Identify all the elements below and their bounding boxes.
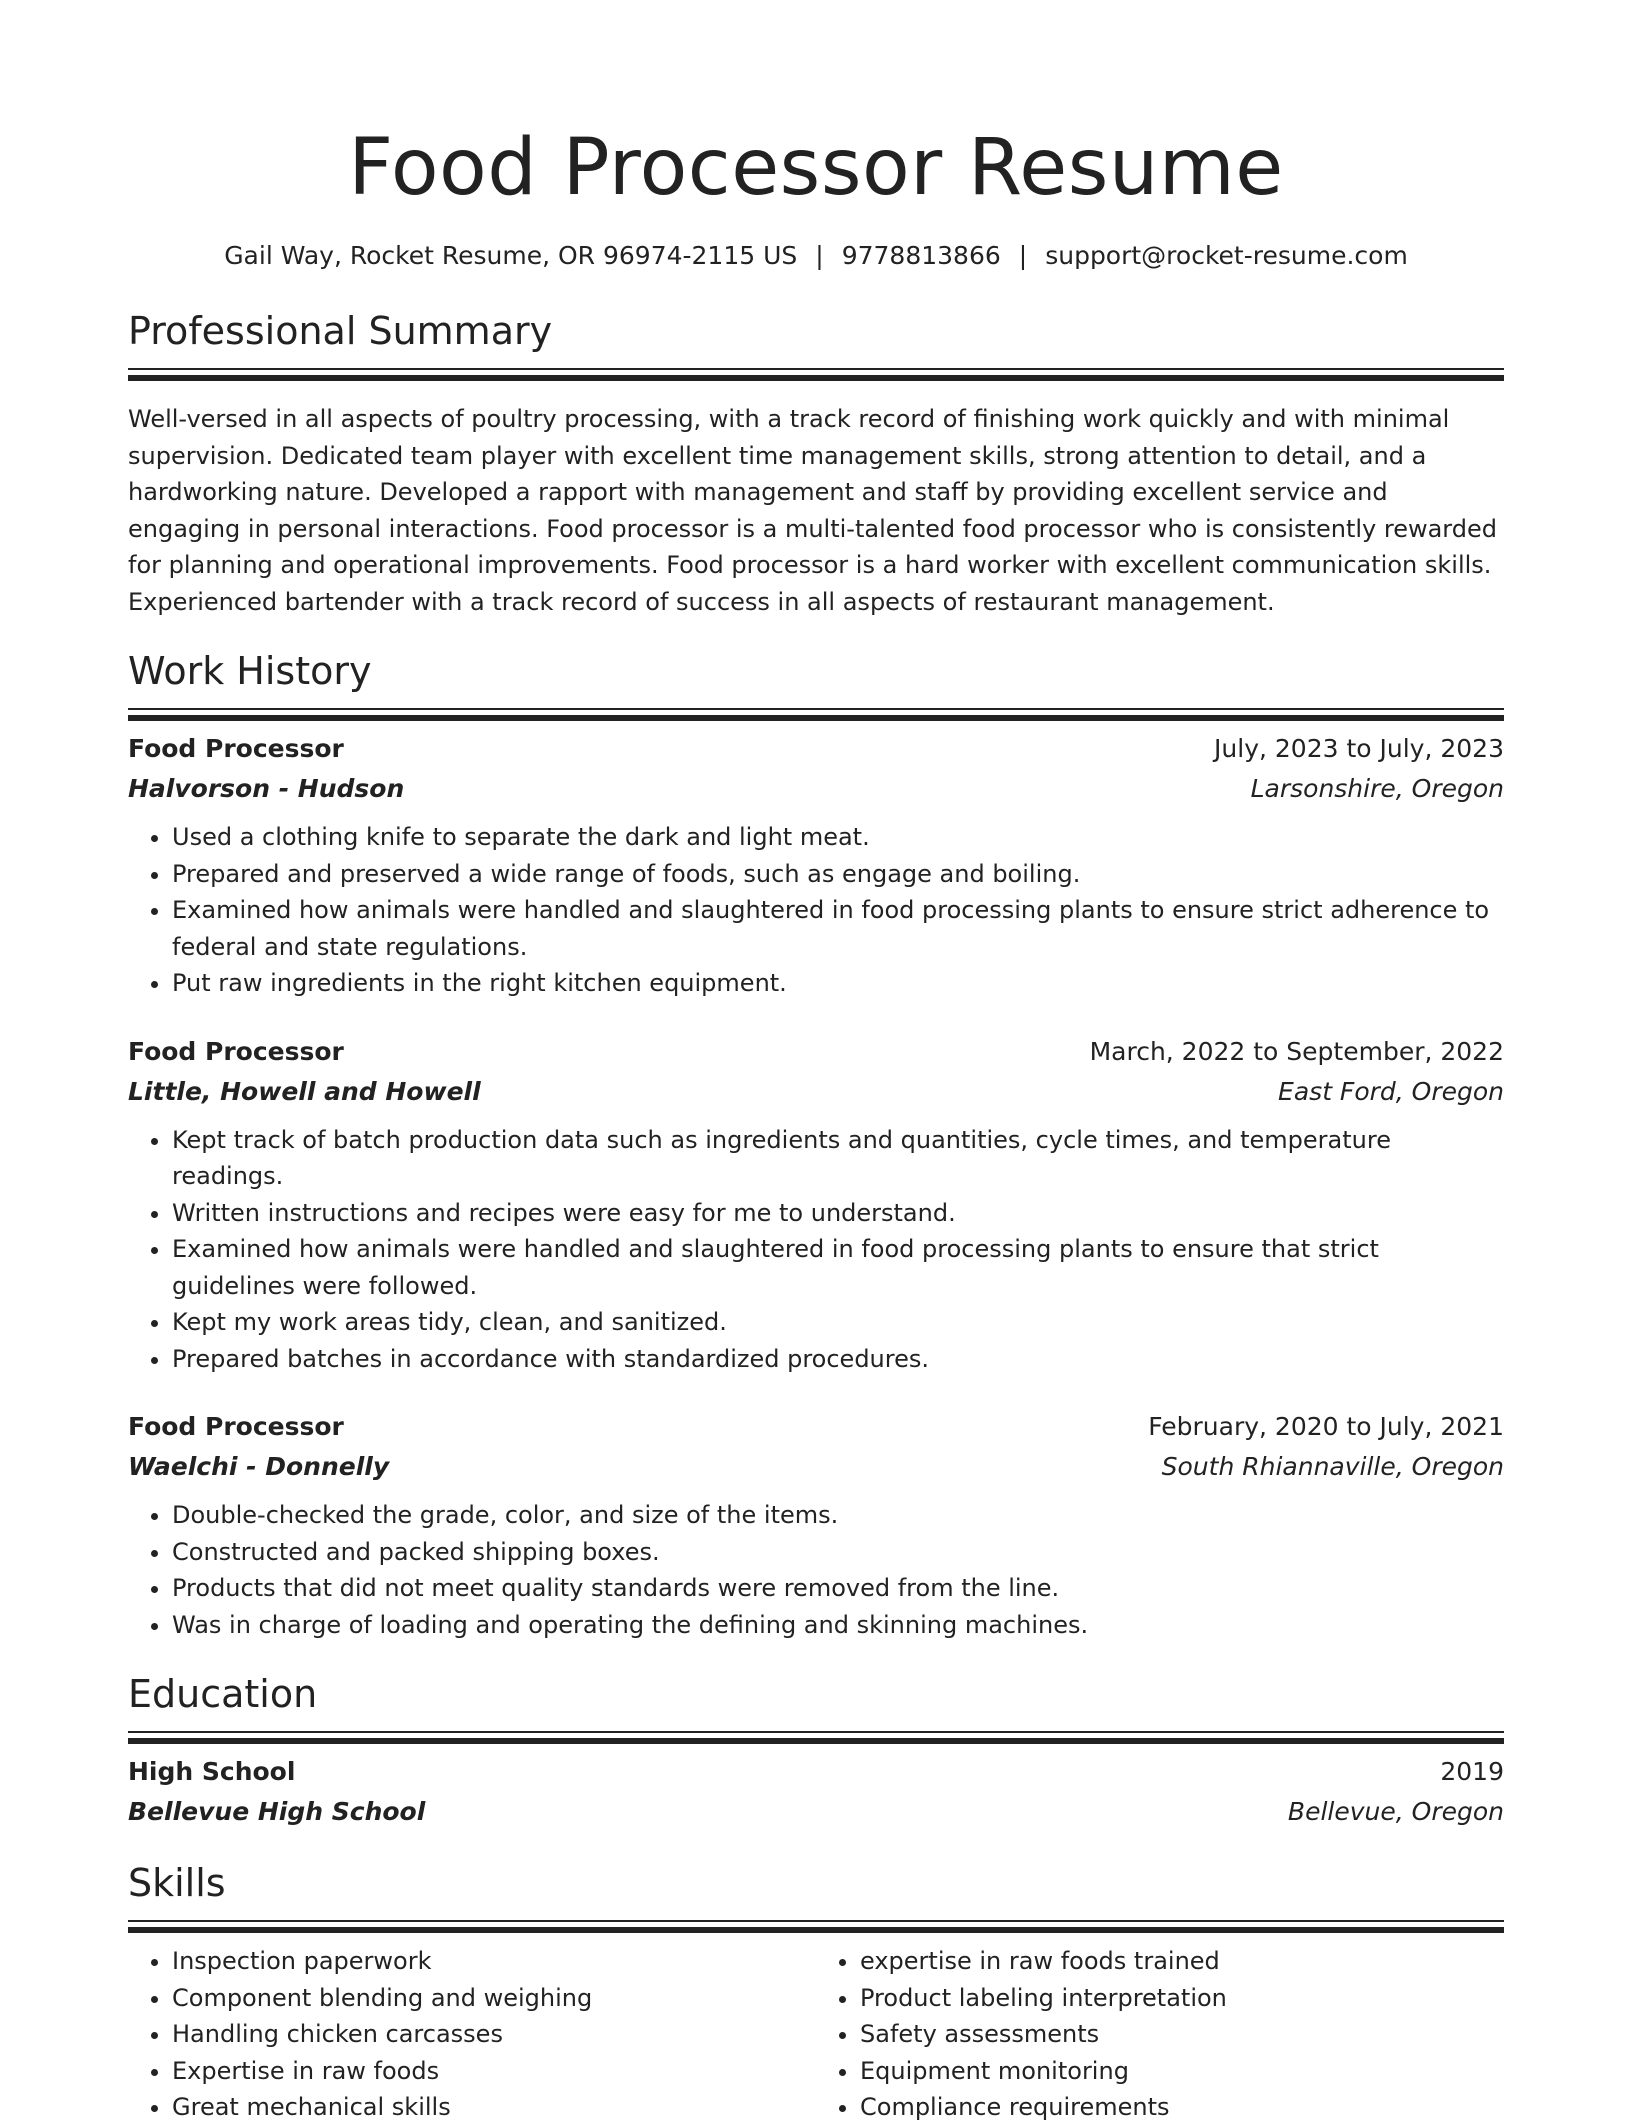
job-duty: • Put raw ingredients in the right kitchen equipment. [172,965,1504,1002]
job-title: Food Processor [128,1036,344,1066]
job-entry [128,1407,1504,1643]
skills-list-right [816,1943,1504,2126]
skill-item: • Product labeling interpretation [860,1980,1504,2017]
job-entry [128,729,1504,1002]
job-duty: • Products that did not meet quality standards were removed from the line. [172,1570,1504,1607]
resume-title: Food Processor Resume [348,123,1284,213]
contact-separator: | [815,241,824,270]
job-duty: • Prepared and preserved a wide range of foods, such as engage and boiling. [172,856,1504,893]
skills-columns [128,1943,1504,2126]
education-heading: Education [128,1672,318,1716]
contact-separator: | [1018,241,1028,270]
job-title: Food Processor [128,734,344,763]
job-company: Halvorson - Hudson [128,774,405,803]
section-divider [128,1920,1504,1933]
job-location: East Ford, Oregon [1278,1076,1504,1106]
skill-item: • Inspection paperwork [172,1943,816,1980]
skill-item: • Handling chicken carcasses [172,2016,816,2053]
job-dates: July, 2023 to July, 2023 [1214,734,1504,763]
job-duty: • Constructed and packed shipping boxes. [172,1534,1504,1571]
job-company: Waelchi - Donnelly [128,1452,390,1481]
education-year: 2019 [1440,1757,1504,1786]
job-duty: • Kept track of batch production data such as ingredients and quantities, cycle times, and temperature readings. [172,1122,1504,1195]
summary-heading: Professional Summary [128,309,553,353]
skills-list-left [128,1943,816,2126]
job-location: Larsonshire, Oregon [1250,774,1504,803]
job-dates: March, 2022 to September, 2022 [1089,1036,1504,1066]
section-divider [128,1731,1504,1744]
job-duty: • Examined how animals were handled and slaughtered in food processing plants to ensure that strict guidelines were followed. [172,1231,1504,1304]
skill-item: • Great mechanical skills [172,2089,816,2126]
education-degree: High School [128,1757,296,1786]
section-divider [128,708,1504,721]
contact-phone: 9778813866 [841,241,1001,270]
summary-section [128,306,1504,620]
job-dates: February, 2020 to July, 2021 [1148,1412,1504,1441]
education-section [128,1669,1504,1832]
skill-item: • expertise in raw foods trained [860,1943,1504,1980]
skill-item: • Expertise in raw foods [172,2053,816,2090]
skill-item: • Component blending and weighing [172,1980,816,2017]
job-duties [128,1122,1504,1378]
job-duties [128,1497,1504,1643]
education-school: Bellevue High School [128,1797,426,1826]
work-history-section [128,646,1504,1643]
job-duty: • Examined how animals were handled and slaughtered in food processing plants to ensure strict adherence to federal and state regulations. [172,892,1504,965]
job-duties [128,819,1504,1002]
job-duty: • Was in charge of loading and operating the defining and skinning machines. [172,1607,1504,1644]
skill-item: • Safety assessments [860,2016,1504,2053]
job-duty: • Used a clothing knife to separate the dark and light meat. [172,819,1504,856]
skills-heading: Skills [128,1861,226,1905]
education-location: Bellevue, Oregon [1287,1797,1504,1826]
section-divider [128,368,1504,381]
job-location: South Rhiannaville, Oregon [1161,1452,1504,1481]
job-title: Food Processor [128,1412,344,1441]
skill-item: • Equipment monitoring [860,2053,1504,2090]
work-history-heading: Work History [128,649,372,693]
contact-line [128,238,1504,274]
resume-content [128,118,1504,2126]
job-duty: • Double-checked the grade, color, and size of the items. [172,1497,1504,1534]
summary-text: Well-versed in all aspects of poultry processing, with a track record of finishing work quickly and with minimal supervision. Dedicated team player with excellent time management skills, strong attention to detail, and a hardworking nature. Developed a rapport with management and staff by providing excellent service and engaging in personal interactions. Food processor is a multi-talented food processor who is consistently rewarded for planning and operational improvements. Food processor is a hard worker with excellent communication skills. Experienced bartender with a track record of success in all aspects of restaurant management. [128,405,1497,616]
contact-address: Gail Way, Rocket Resume, OR 96974-2115 US [224,241,798,270]
skill-item: • Compliance requirements [860,2089,1504,2126]
job-duty: • Prepared batches in accordance with standardized procedures. [172,1341,1504,1378]
job-company: Little, Howell and Howell [128,1076,481,1106]
job-duty: • Kept my work areas tidy, clean, and sanitized. [172,1304,1504,1341]
contact-email: support@rocket-resume.com [1045,241,1408,270]
job-duty: • Written instructions and recipes were easy for me to understand. [172,1195,1504,1232]
skills-section [128,1858,1504,2126]
job-entry [128,1032,1504,1378]
